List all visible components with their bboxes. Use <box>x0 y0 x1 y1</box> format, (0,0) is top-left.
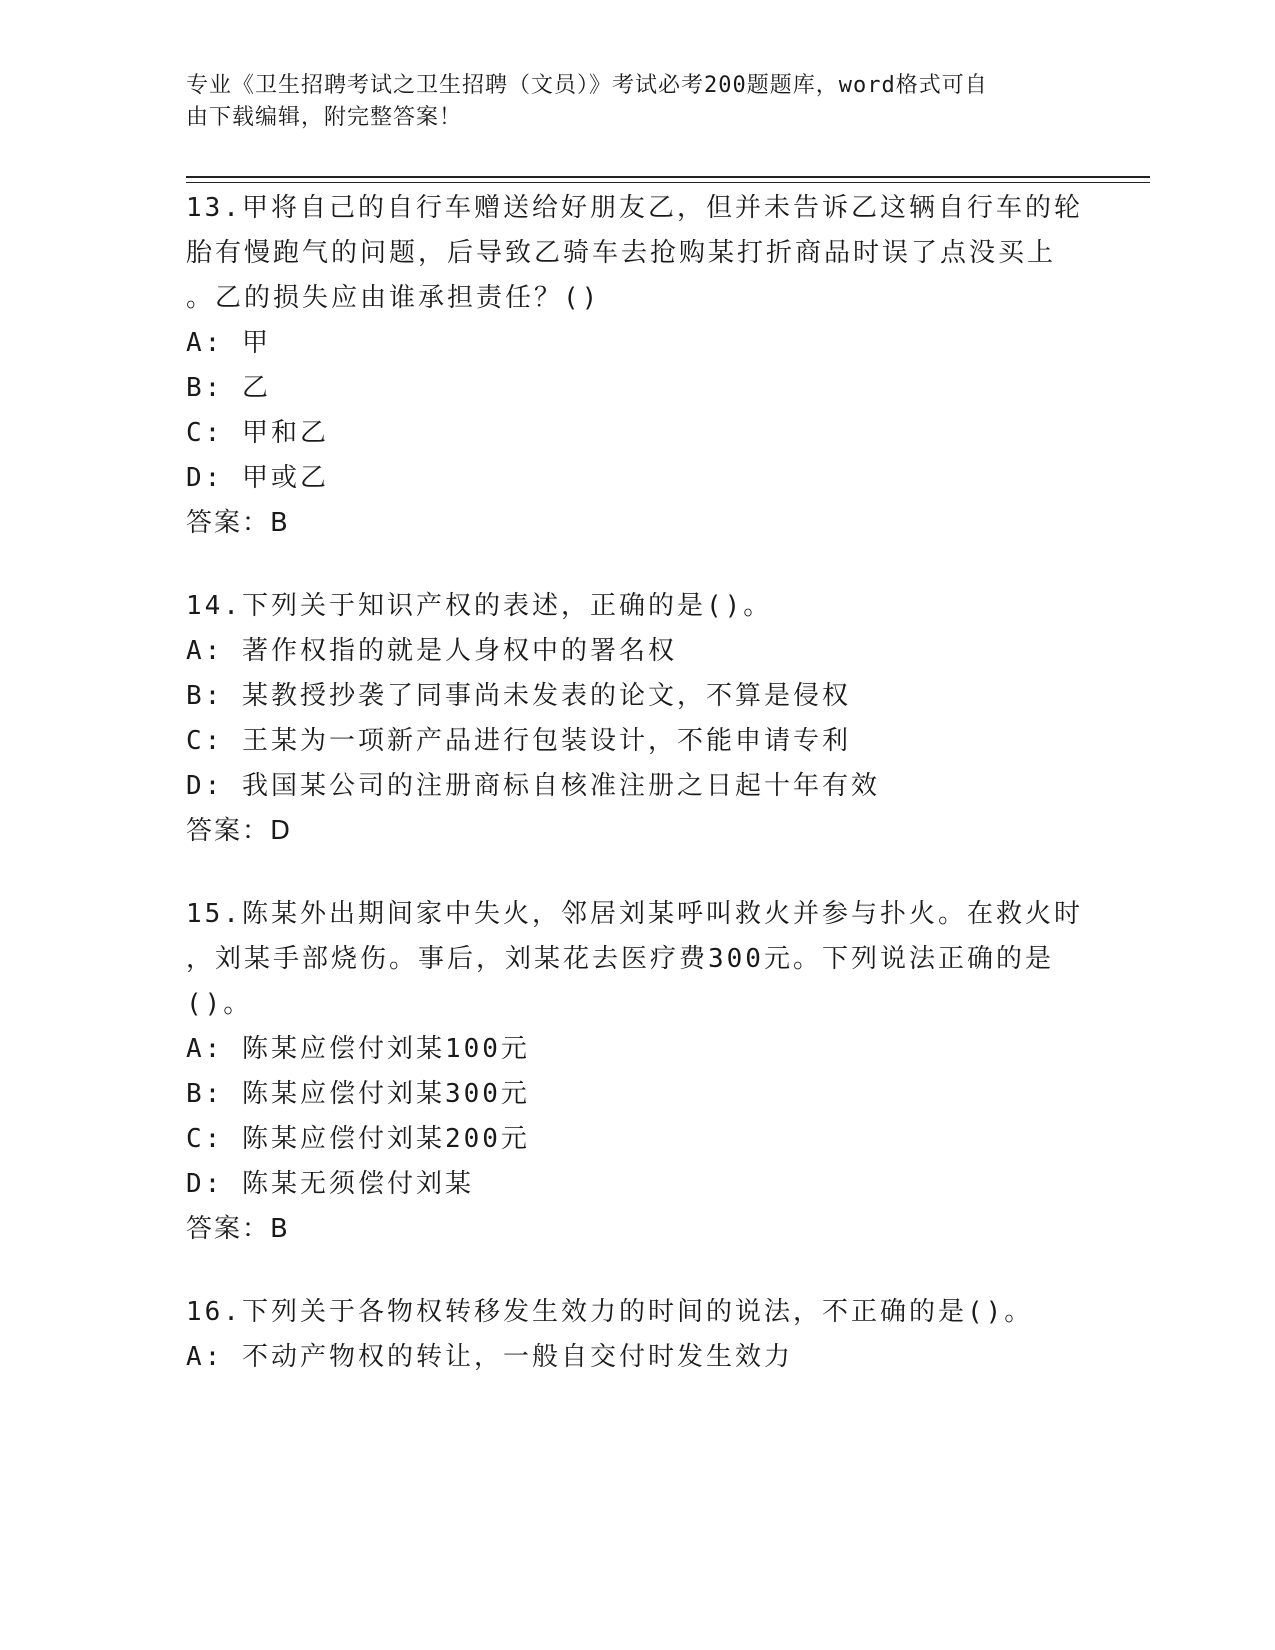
answer-option: A: 著作权指的就是人身权中的署名权 <box>186 636 677 666</box>
answer-option: A: 不动产物权的转让，一般自交付时发生效力 <box>186 1342 793 1372</box>
answer-key: 答案：B <box>186 508 290 538</box>
question-text-line: 15.陈某外出期间家中失火，邻居刘某呼叫救火并参与扑火。在救火时 <box>186 899 1083 929</box>
question-text-line: 胎有慢跑气的问题，后导致乙骑车去抢购某打折商品时误了点没买上 <box>186 238 1057 268</box>
header-divider-thin <box>186 182 1150 183</box>
document-header <box>186 70 1066 134</box>
answer-option: C: 王某为一项新产品进行包装设计，不能申请专利 <box>186 726 851 756</box>
header-line-2: 由下载编辑，附完整答案！ <box>186 105 463 130</box>
question-block <box>186 186 1086 546</box>
question-text-line: ，刘某手部烧伤。事后，刘某花去医疗费300元。下列说法正确的是 <box>186 944 1054 974</box>
answer-key: 答案：D <box>186 816 293 846</box>
answer-key: 答案：B <box>186 1214 290 1244</box>
header-line-1: 专业《卫生招聘考试之卫生招聘（文员）》考试必考200题题库，word格式可自 <box>186 73 988 98</box>
answer-option: D: 陈某无须偿付刘某 <box>186 1169 474 1199</box>
answer-option: B: 某教授抄袭了同事尚未发表的论文，不算是侵权 <box>186 681 851 711</box>
answer-option: A: 陈某应偿付刘某100元 <box>186 1034 530 1064</box>
answer-option: D: 我国某公司的注册商标自核准注册之日起十年有效 <box>186 771 880 801</box>
answer-option: C: 甲和乙 <box>186 418 329 448</box>
question-list <box>186 186 1086 1418</box>
answer-option: B: 陈某应偿付刘某300元 <box>186 1079 530 1109</box>
question-block <box>186 1290 1086 1380</box>
question-text-line: ()。 <box>186 989 253 1019</box>
answer-option: B: 乙 <box>186 373 271 403</box>
question-block <box>186 892 1086 1252</box>
question-block <box>186 584 1086 854</box>
question-text-line: 16.下列关于各物权转移发生效力的时间的说法，不正确的是()。 <box>186 1297 1034 1327</box>
header-divider-thick <box>186 176 1150 178</box>
question-text-line: 13.甲将自己的自行车赠送给好朋友乙，但并未告诉乙这辆自行车的轮 <box>186 193 1083 223</box>
question-text-line: 14.下列关于知识产权的表述，正确的是()。 <box>186 591 773 621</box>
answer-option: C: 陈某应偿付刘某200元 <box>186 1124 530 1154</box>
question-text-line: 。乙的损失应由谁承担责任？() <box>186 283 601 313</box>
answer-option: A: 甲 <box>186 328 271 358</box>
answer-option: D: 甲或乙 <box>186 463 329 493</box>
